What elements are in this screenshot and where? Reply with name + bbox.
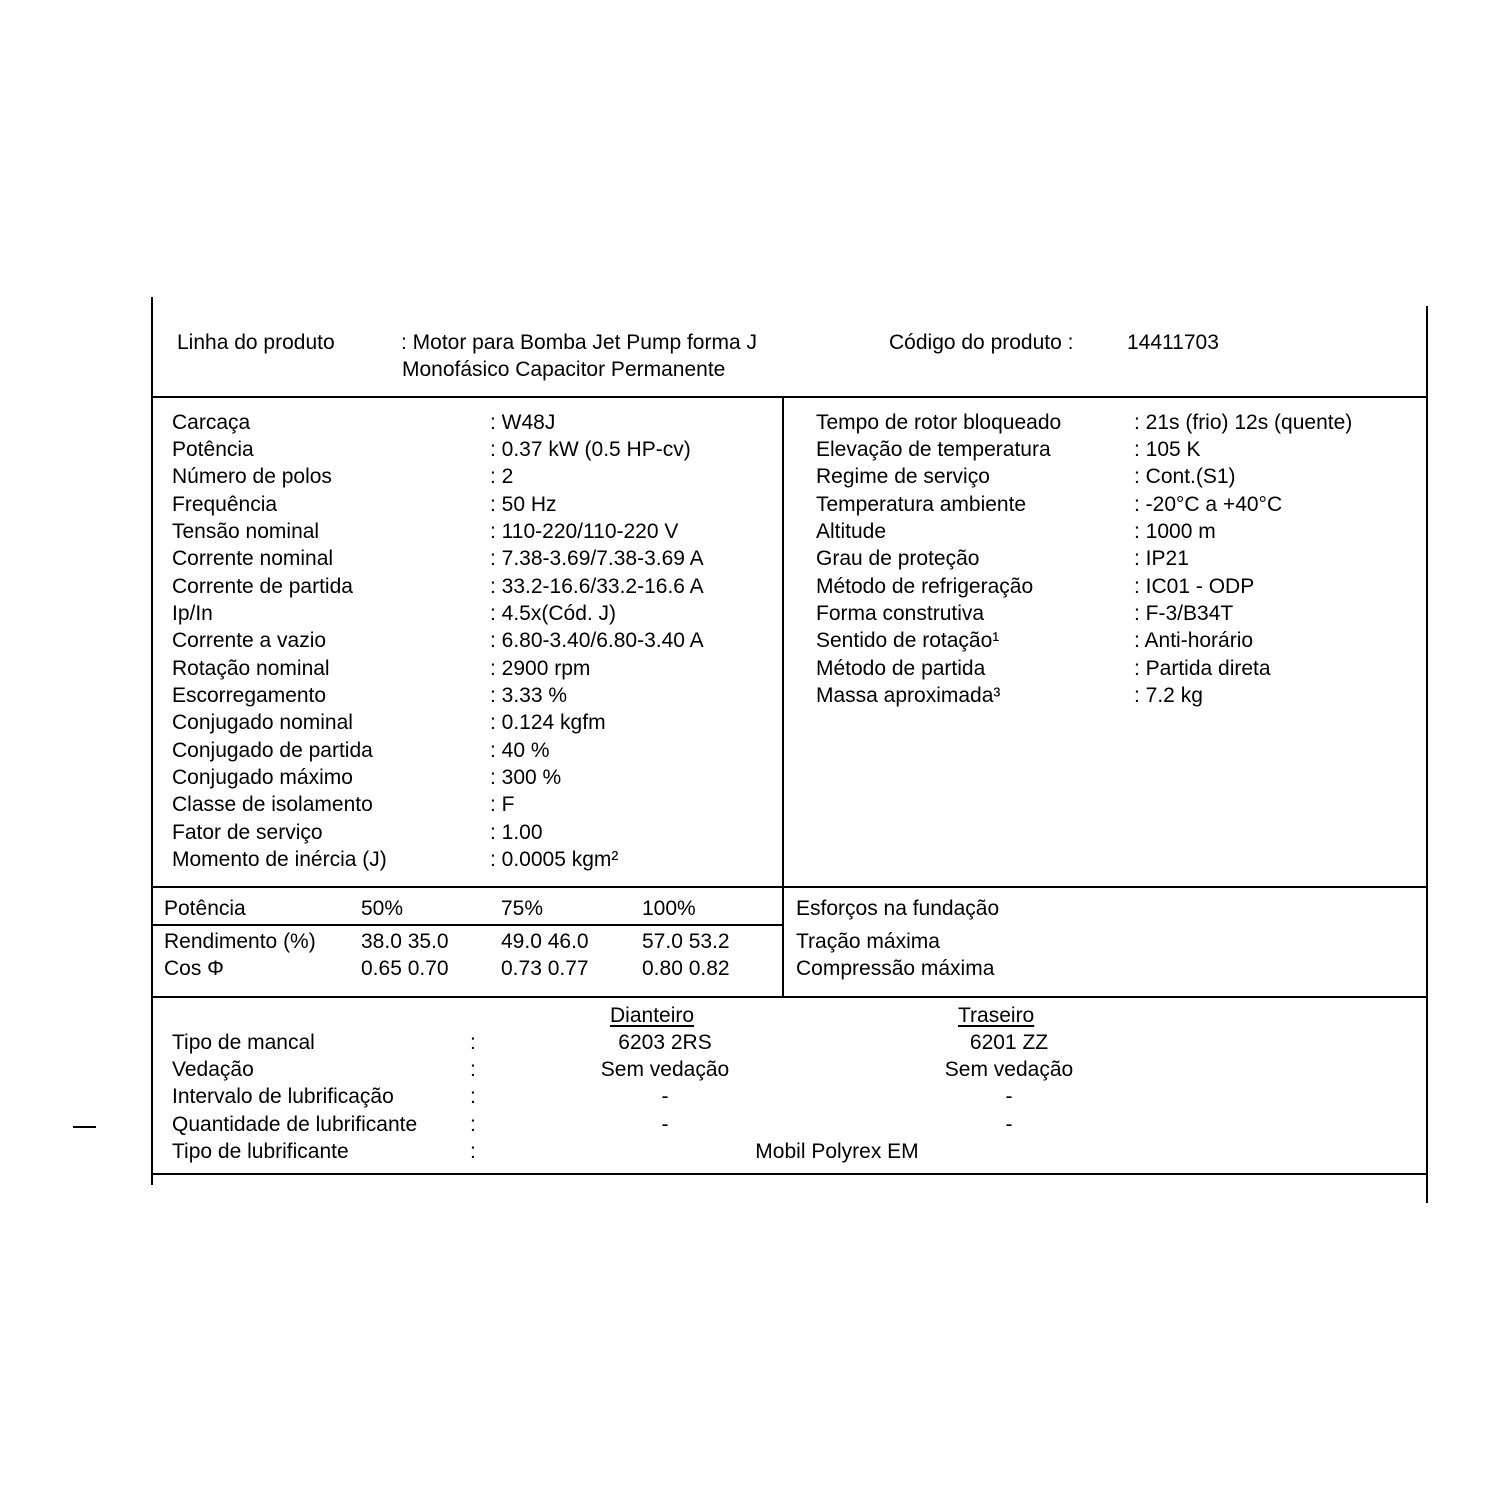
spec-value: : 1000 m <box>1134 520 1216 543</box>
power-factor-75: 0.73 0.77 <box>501 957 589 980</box>
spec-value: : 7.2 kg <box>1134 684 1203 707</box>
spec-label: Corrente de partida <box>172 575 353 598</box>
efficiency-75: 49.0 46.0 <box>501 930 589 953</box>
performance-header-label: Potência <box>164 897 246 920</box>
spec-value: : F-3/B34T <box>1134 602 1234 625</box>
spec-label: Rotação nominal <box>172 657 330 680</box>
performance-bottom-divider <box>151 996 1427 998</box>
bearing-rear-value: 6201 ZZ <box>969 1031 1049 1054</box>
spec-label: Escorregamento <box>172 684 327 707</box>
product-line-label: Linha do produto <box>177 331 335 354</box>
spec-label: Conjugado máximo <box>172 766 353 789</box>
bearing-row-label: Quantidade de lubrificante <box>172 1113 418 1136</box>
bearing-front-value: Sem vedação <box>600 1058 730 1081</box>
bearing-row-colon: : <box>470 1113 476 1136</box>
spec-label: Altitude <box>816 520 887 543</box>
spec-value: : 4.5x(Cód. J) <box>490 602 617 625</box>
frame-left-border <box>151 297 153 1185</box>
spec-value: : 50 Hz <box>490 493 557 516</box>
performance-header-100: 100% <box>642 897 696 920</box>
product-code-label: Código do produto : <box>889 331 1074 354</box>
power-factor-50: 0.65 0.70 <box>361 957 449 980</box>
margin-dash <box>73 1126 96 1128</box>
spec-label: Ip/In <box>172 602 213 625</box>
performance-header-50: 50% <box>361 897 404 920</box>
performance-header-75: 75% <box>501 897 544 920</box>
specs-bottom-divider <box>151 886 1427 888</box>
spec-label: Regime de serviço <box>816 465 990 488</box>
spec-value: : 110-220/110-220 V <box>490 520 679 543</box>
spec-label: Momento de inércia (J) <box>172 848 387 871</box>
spec-label: Classe de isolamento <box>172 793 373 816</box>
spec-label: Potência <box>172 438 254 461</box>
bearing-rear-value: - <box>1005 1113 1013 1136</box>
spec-label: Elevação de temperatura <box>816 438 1051 461</box>
spec-label: Forma construtiva <box>816 602 985 625</box>
spec-value: : IP21 <box>1134 547 1189 570</box>
performance-header-underline <box>151 924 782 926</box>
bearing-front-header: Dianteiro <box>610 1004 695 1027</box>
bearing-row-colon: : <box>470 1058 476 1081</box>
spec-label: Conjugado nominal <box>172 711 353 734</box>
bearing-row-label: Intervalo de lubrificação <box>172 1085 394 1108</box>
spec-value: : Anti-horário <box>1134 629 1254 652</box>
power-factor-100: 0.80 0.82 <box>642 957 730 980</box>
efficiency-label: Rendimento (%) <box>164 930 316 953</box>
bearing-row-colon: : <box>470 1140 476 1163</box>
bearing-row-label: Tipo de mancal <box>172 1031 315 1054</box>
bearing-front-value: 6203 2RS <box>618 1031 712 1054</box>
bearing-row-colon: : <box>470 1031 476 1054</box>
bearing-rear-value: - <box>1005 1085 1013 1108</box>
spec-label: Grau de proteção <box>816 547 980 570</box>
spec-value: : F <box>490 793 515 816</box>
spec-value: : 40 % <box>490 739 550 762</box>
spec-value: : 0.124 kgfm <box>490 711 606 734</box>
spec-label: Corrente a vazio <box>172 629 327 652</box>
bearing-rear-header: Traseiro <box>958 1004 1035 1027</box>
spec-label: Fator de serviço <box>172 821 323 844</box>
spec-value: : 2 <box>490 465 514 488</box>
foundation-max-traction: Tração máxima <box>796 930 940 953</box>
spec-label: Método de partida <box>816 657 986 680</box>
spec-label: Sentido de rotação¹ <box>816 629 1000 652</box>
spec-label: Tempo de rotor bloqueado <box>816 411 1062 434</box>
frame-right-border <box>1426 306 1428 1203</box>
specs-column-divider <box>782 397 784 996</box>
spec-value: : 0.37 kW (0.5 HP-cv) <box>490 438 691 461</box>
spec-label: Corrente nominal <box>172 547 334 570</box>
bearing-rear-value: Sem vedação <box>944 1058 1074 1081</box>
bearing-row-colon: : <box>470 1085 476 1108</box>
spec-label: Temperatura ambiente <box>816 493 1027 516</box>
bearing-row-label: Vedação <box>172 1058 254 1081</box>
foundation-max-compression: Compressão máxima <box>796 957 995 980</box>
header-divider <box>151 396 1427 398</box>
spec-value: : 21s (frio) 12s (quente) <box>1134 411 1353 434</box>
spec-label: Massa aproximada³ <box>816 684 1001 707</box>
spec-value: : Cont.(S1) <box>1134 465 1236 488</box>
spec-value: : IC01 - ODP <box>1134 575 1255 598</box>
spec-value: : 6.80-3.40/6.80-3.40 A <box>490 629 704 652</box>
spec-value: : 1.00 <box>490 821 543 844</box>
spec-value: : 33.2-16.6/33.2-16.6 A <box>490 575 704 598</box>
spec-value: : 105 K <box>1134 438 1201 461</box>
spec-value: : 0.0005 kgm² <box>490 848 619 871</box>
spec-label: Método de refrigeração <box>816 575 1034 598</box>
bearing-front-value: - <box>661 1085 669 1108</box>
lubricant-type-label: Tipo de lubrificante <box>172 1140 349 1163</box>
spec-value: : -20°C a +40°C <box>1134 493 1283 516</box>
product-line-value-2: Monofásico Capacitor Permanente <box>402 358 726 381</box>
spec-label: Carcaça <box>172 411 251 434</box>
spec-value: : 7.38-3.69/7.38-3.69 A <box>490 547 704 570</box>
bearings-bottom-divider <box>151 1173 1427 1175</box>
spec-value: : W48J <box>490 411 556 434</box>
spec-label: Frequência <box>172 493 278 516</box>
spec-label: Número de polos <box>172 465 332 488</box>
efficiency-50: 38.0 35.0 <box>361 930 449 953</box>
spec-label: Conjugado de partida <box>172 739 373 762</box>
product-line-value-1: : Motor para Bomba Jet Pump forma J <box>401 331 757 354</box>
spec-value: : 2900 rpm <box>490 657 591 680</box>
foundation-title: Esforços na fundação <box>796 897 1000 920</box>
lubricant-type-value: Mobil Polyrex EM <box>755 1140 919 1163</box>
spec-value: : Partida direta <box>1134 657 1271 680</box>
spec-label: Tensão nominal <box>172 520 320 543</box>
power-factor-label: Cos Φ <box>164 957 224 980</box>
spec-value: : 3.33 % <box>490 684 568 707</box>
bearing-front-value: - <box>661 1113 669 1136</box>
product-code-value: 14411703 <box>1127 331 1219 354</box>
efficiency-100: 57.0 53.2 <box>642 930 730 953</box>
spec-value: : 300 % <box>490 766 562 789</box>
